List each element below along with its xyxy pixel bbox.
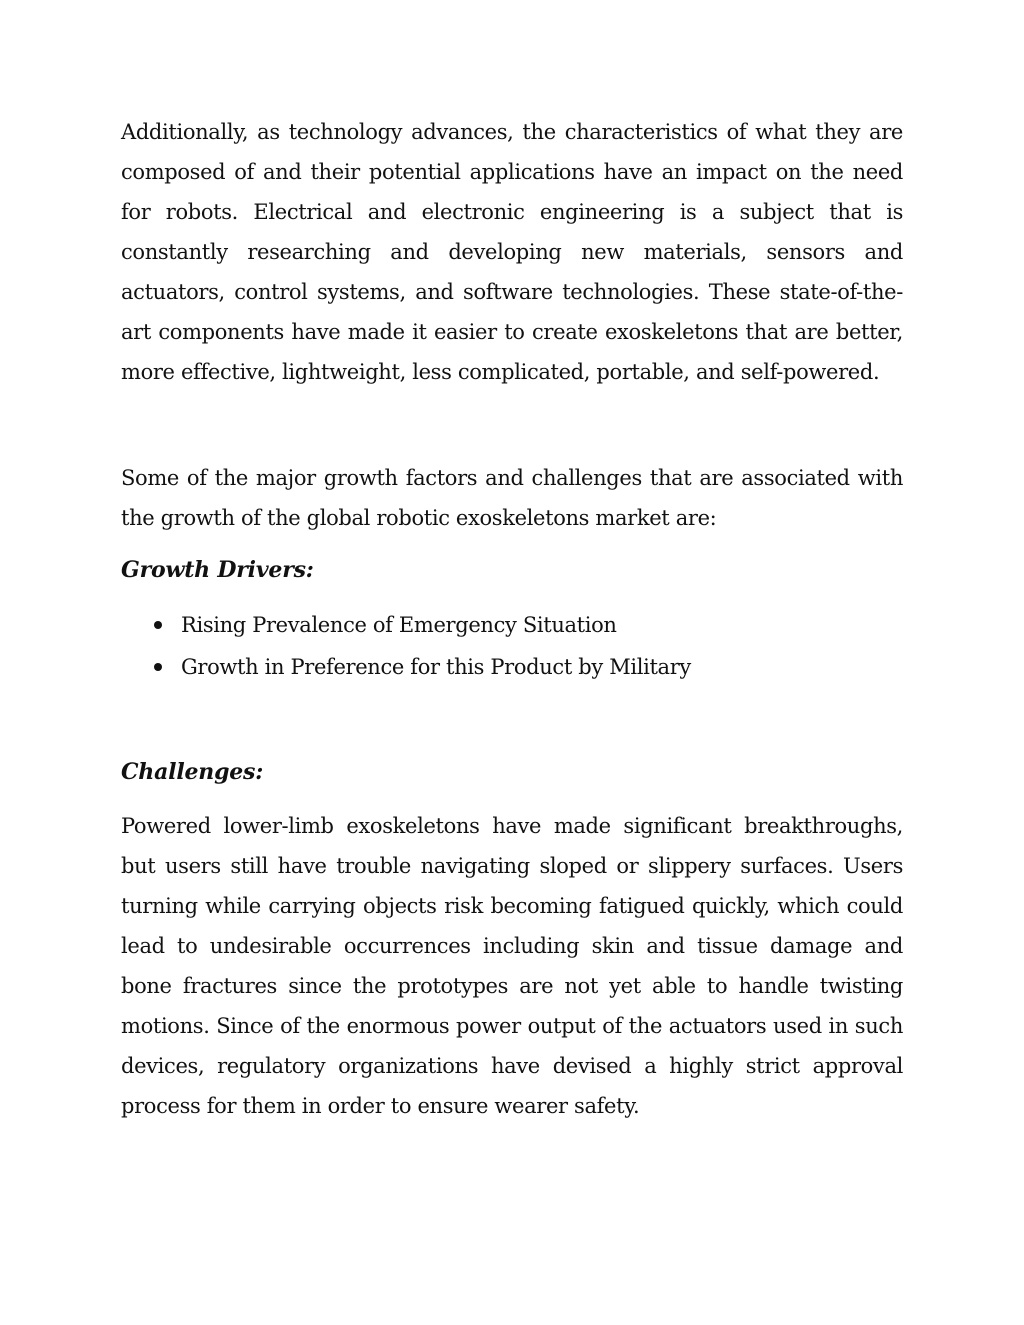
growth-drivers-heading: Growth Drivers: <box>121 557 314 583</box>
bullet-icon <box>154 621 162 629</box>
intro-paragraph: Additionally, as technology advances, the characteristics of what they are composed of and their potential applications have an impact on the need for robots. Electrical and electronic engineering is a subject that is constantly researching and developing new materials, sensors and actuators, control systems, and software technologies. These state-of-the-art components have made it easier to create exoskeletons that are better, more effective, lightweight, less complicated, portable, and self-powered. <box>121 120 903 384</box>
challenges-paragraph: Powered lower-limb exoskeletons have made significant breakthroughs, but users still have trouble navigating sloped or slippery surfaces. Users turning while carrying objects risk becoming fatigued quickly, which could lead to undesirable occurrences including skin and tissue damage and bone fractures since the prototypes are not yet able to handle twisting motions. Since of the enormous power output of the actuators used in such devices, regulatory organizations have devised a highly strict approval process for them in order to ensure wearer safety. <box>121 814 903 1118</box>
document-body <box>121 112 903 1126</box>
list-item-text: Rising Prevalence of Emergency Situation <box>181 613 617 637</box>
challenges-heading: Challenges: <box>121 759 264 785</box>
growth-factors-paragraph: Some of the major growth factors and challenges that are associated with the growth of the global robotic exoskeletons market are: <box>121 466 903 530</box>
growth-drivers-list <box>121 604 903 688</box>
list-item <box>121 604 903 646</box>
list-item <box>121 646 903 688</box>
bullet-icon <box>154 663 162 671</box>
list-item-text: Growth in Preference for this Product by Military <box>181 655 691 679</box>
